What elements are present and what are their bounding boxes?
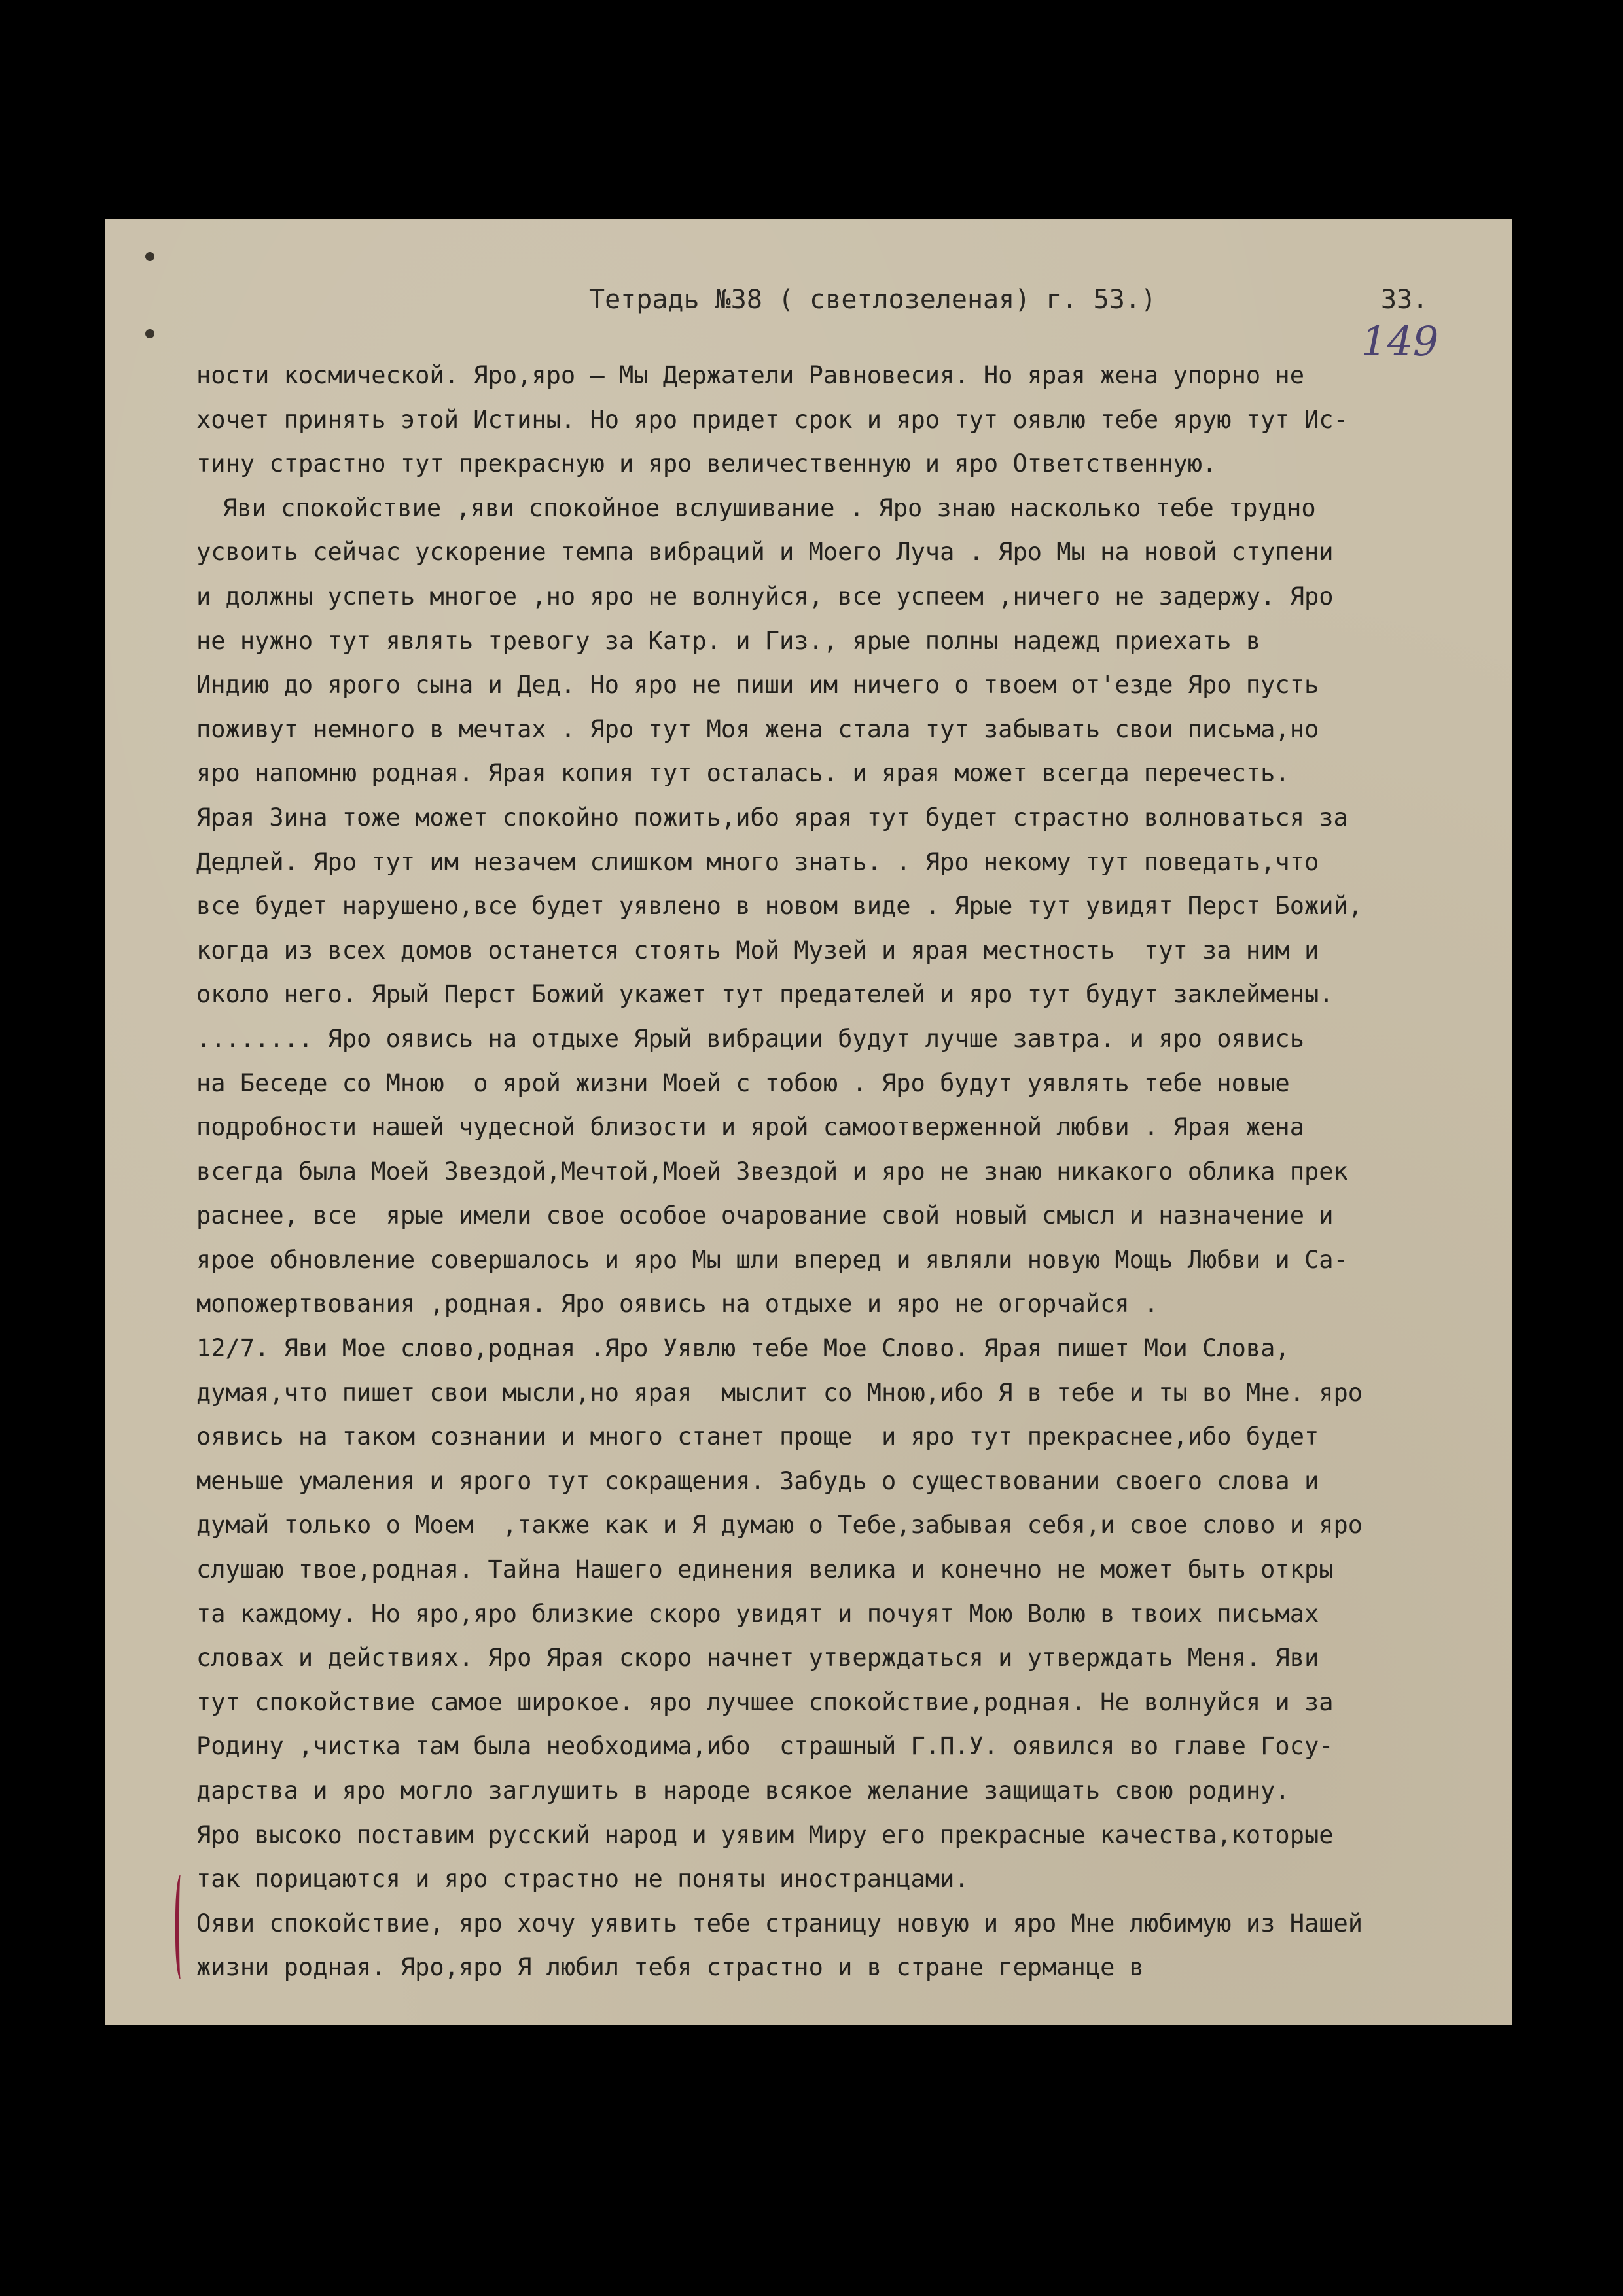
text-line: около него. Ярый Перст Божий укажет тут предателей и яро тут будут заклеймены. xyxy=(196,980,1334,1009)
handwritten-folio-number: 149 xyxy=(1361,317,1439,365)
text-line: мопожертвования ,родная. Яро оявись на отдыхе и яро не огорчайся . xyxy=(196,1290,1159,1318)
text-line: 12/7. Яви Мое слово,родная .Яро Уявлю тебе Мое Слово. Ярая пишет Мои Слова, xyxy=(196,1334,1290,1363)
text-line: и должны успеть многое ,но яро не волнуйся, все успеем ,ничего не задержу. Яро xyxy=(196,582,1334,610)
text-line: ности космической. Яро,яро – Мы Держатели Равновесия. Но ярая жена упорно не xyxy=(196,361,1304,389)
text-line: Яро высоко поставим русский народ и уявим Миру его прекрасные качества,которые xyxy=(196,1820,1334,1849)
text-line: слушаю твое,родная. Тайна Нашего единения велика и конечно не может быть откры xyxy=(196,1555,1334,1584)
text-line: Яви спокойствие ,яви спокойное вслушивание . Яро знаю насколько тебе трудно xyxy=(223,493,1316,522)
text-line: меньше умаления и ярого тут сокращения. Забудь о существовании своего слова и xyxy=(196,1466,1319,1495)
text-line: ........ Яро оявись на отдыхе Ярый вибрации будут лучше завтра. и яро оявись xyxy=(196,1024,1304,1053)
text-line: яро напомню родная. Ярая копия тут осталась. и ярая может всегда перечесть. xyxy=(196,759,1290,788)
text-line: жизни родная. Яро,яро Я любил тебя страстно и в стране германце в xyxy=(196,1953,1144,1982)
typewritten-text xyxy=(196,353,1499,1990)
text-line: Индию до ярого сына и Дед. Но яро не пиши им ничего о твоем от'езде Яро пусть xyxy=(196,671,1319,699)
text-line: когда из всех домов останется стоять Мой Музей и ярая местность тут за ним и xyxy=(196,936,1319,964)
text-line: думай только о Моем ,также как и Я думаю о Тебе,забывая себя,и свое слово и яро xyxy=(196,1511,1363,1540)
text-line: хочет принять этой Истины. Но яро придет срок и яро тут оявлю тебе ярую тут Ис- xyxy=(196,405,1348,434)
text-line: поживут немного в мечтах . Яро тут Моя жена стала тут забывать свои письма,но xyxy=(196,715,1319,743)
notebook-title: Тетрадь №38 ( светлозеленая) г. 53.) xyxy=(589,285,1156,315)
text-line: ярое обновление совершалось и яро Мы шли вперед и являли новую Мощь Любви и Са- xyxy=(196,1245,1348,1274)
text-line: на Беседе со Мною о ярой жизни Моей с тобою . Яро будут уявлять тебе новые xyxy=(196,1069,1290,1097)
text-line: та каждому. Но яро,яро близкие скоро увидят и почуят Мою Волю в твоих письмах xyxy=(196,1599,1319,1628)
text-line: тину страстно тут прекрасную и яро величественную и яро Ответственную. xyxy=(196,450,1217,478)
text-line: дарства и яро могло заглушить в народе всякое желание защищать свою родину. xyxy=(196,1776,1290,1805)
text-line: Дедлей. Яро тут им незачем слишком много знать. . Яро некому тут поведать,что xyxy=(196,847,1319,876)
text-line: всегда была Моей Звездой,Мечтой,Моей Звездой и яро не знаю никакого облика прек xyxy=(196,1157,1348,1186)
text-line: усвоить сейчас ускорение темпа вибраций и Моего Луча . Яро Мы на новой ступени xyxy=(196,538,1334,567)
margin-bracket-mark xyxy=(175,1875,188,1979)
text-line: подробности нашей чудесной близости и ярой самоотверженной любви . Ярая жена xyxy=(196,1113,1304,1142)
binding-hole xyxy=(145,329,154,338)
text-line: Ояви спокойствие, яро хочу уявить тебе страницу новую и яро Мне любимую из Нашей xyxy=(196,1909,1363,1937)
text-line: все будет нарушено,все будет уявлено в новом виде . Ярые тут увидят Перст Божий, xyxy=(196,892,1363,921)
binding-hole xyxy=(145,252,154,261)
page-number: 33. xyxy=(1381,285,1429,315)
text-line: не нужно тут являть тревогу за Катр. и Гиз., ярые полны надежд приехать в xyxy=(196,626,1261,655)
text-line: оявись на таком сознании и много станет проще и яро тут прекраснее,ибо будет xyxy=(196,1422,1319,1451)
text-line: так порицаются и яро страстно не поняты иностранцами. xyxy=(196,1865,969,1894)
document-page xyxy=(105,219,1512,2025)
text-line: словах и действиях. Яро Ярая скоро начнет утверждаться и утверждать Меня. Яви xyxy=(196,1644,1319,1672)
text-line: раснее, все ярые имели свое особое очарование свой новый смысл и назначение и xyxy=(196,1201,1334,1230)
text-line: тут спокойствие самое широкое. яро лучшее спокойствие,родная. Не волнуйся и за xyxy=(196,1687,1334,1716)
text-line: Родину ,чистка там была необходима,ибо страшный Г.П.У. оявился во главе Госу- xyxy=(196,1732,1334,1761)
text-line: Ярая Зина тоже может спокойно пожить,ибо ярая тут будет страстно волноваться за xyxy=(196,803,1348,832)
page-header xyxy=(105,285,1512,324)
text-line: думая,что пишет свои мысли,но ярая мыслит со Мною,ибо Я в тебе и ты во Мне. яро xyxy=(196,1378,1363,1407)
